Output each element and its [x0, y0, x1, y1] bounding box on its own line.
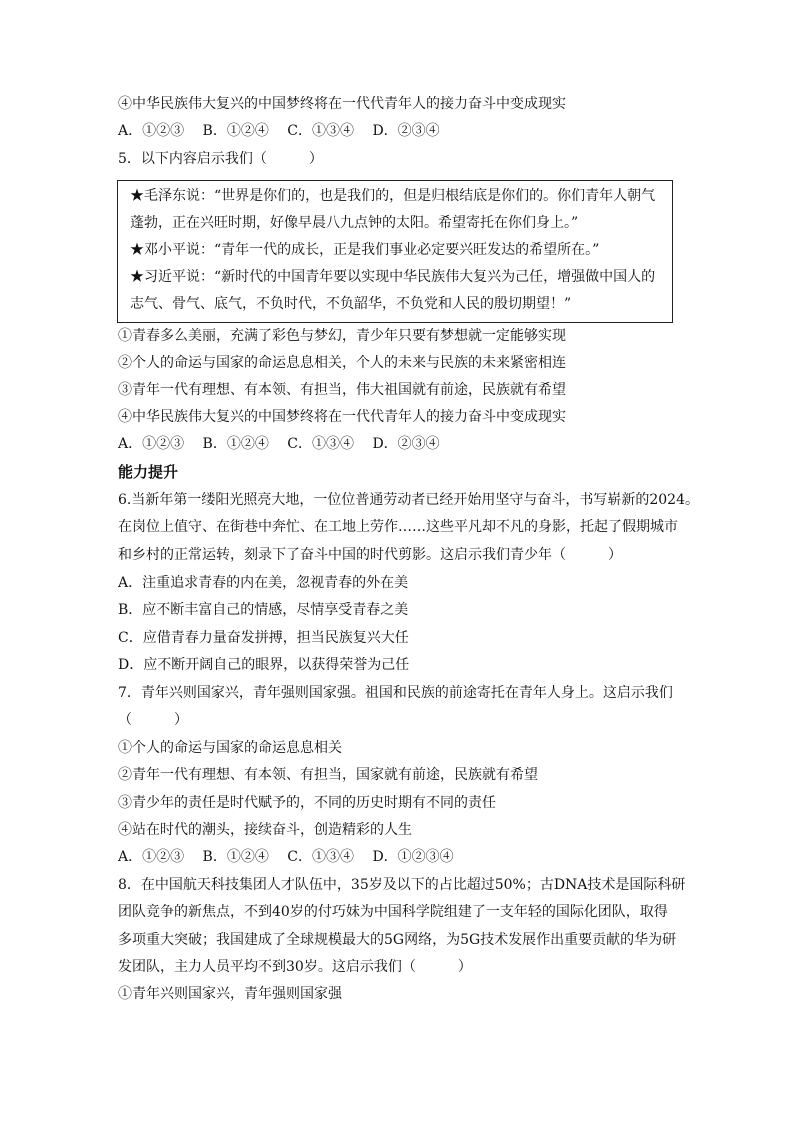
- q6-choice-c: C．应借青春力量奋发拼搏，担当民族复兴大任: [118, 630, 409, 646]
- q7-stem-line-2: （ ）: [118, 712, 188, 728]
- q6-stem-line-3: 和乡村的正常运转，刻录下了奋斗中国的时代剪影。这启示我们青少年（ ）: [118, 547, 622, 563]
- q5-stem: 5．以下内容启示我们（ ）: [118, 151, 323, 167]
- q5-options: A．①②③ B．①②④ C．①③④ D．②③④: [118, 436, 440, 452]
- q8-stem-line-4: 发团队，主力人员平均不到30岁。这启示我们（ ）: [118, 959, 472, 975]
- q8-statement-1: ①青年兴则国家兴，青年强则国家强: [118, 986, 342, 1002]
- quote-mao-line-2: 蓬勃，正在兴旺时期，好像早晨八九点钟的太阳。希望寄托在你们身上。”: [130, 215, 579, 231]
- q4-options: A．①②③ B．①②④ C．①③④ D．②③④: [118, 123, 440, 139]
- q5-quote-box: [117, 180, 673, 323]
- q7-stem-line-1: 7．青年兴则国家兴，青年强则国家强。祖国和民族的前途寄托在青年人身上。这启示我们: [118, 685, 673, 701]
- q7-statement-1: ①个人的命运与国家的命运息息相关: [118, 740, 342, 756]
- q5-statement-2: ②个人的命运与国家的命运息息相关，个人的未来与民族的未来紧密相连: [118, 355, 566, 371]
- q4-statement-4: ④中华民族伟大复兴的中国梦终将在一代代青年人的接力奋斗中变成现实: [118, 96, 566, 112]
- q6-stem-line-1: 6.当新年第一缕阳光照亮大地，一位位普通劳动者已经开始用坚守与奋斗，书写崭新的2024。: [118, 492, 699, 508]
- q8-stem-line-2: 团队竞争的新焦点，不到40岁的付巧妹为中国科学院组建了一支年轻的国际化团队，取得: [118, 904, 668, 920]
- q7-options: A．①②③ B．①②④ C．①③④ D．①②③④: [118, 849, 454, 865]
- quote-xi-line-2: 志气、骨气、底气，不负时代，不负韶华，不负党和人民的殷切期望！”: [130, 296, 572, 312]
- q5-statement-1: ①青春多么美丽，充满了彩色与梦幻，青少年只要有梦想就一定能够实现: [118, 328, 566, 344]
- q6-choice-b: B．应不断丰富自己的情感，尽情享受青春之美: [118, 602, 409, 618]
- q7-statement-3: ③青少年的责任是时代赋予的，不同的历史时期有不同的责任: [118, 795, 496, 811]
- q7-statement-2: ②青年一代有理想、有本领、有担当，国家就有前途，民族就有希望: [118, 767, 538, 783]
- q5-statement-4: ④中华民族伟大复兴的中国梦终将在一代代青年人的接力奋斗中变成现实: [118, 409, 566, 425]
- q6-choice-a: A．注重追求青春的内在美，忽视青春的外在美: [118, 575, 409, 591]
- q8-stem-line-3: 多项重大突破；我国建成了全球规模最大的5G网络，为5G技术发展作出重要贡献的华为研: [118, 932, 677, 948]
- quote-deng: ★邓小平说：“青年一代的成长，正是我们事业必定要兴旺发达的希望所在。”: [130, 242, 600, 258]
- section-heading: 能力提升: [118, 463, 179, 481]
- q7-statement-4: ④站在时代的潮头，接续奋斗，创造精彩的人生: [118, 822, 412, 838]
- q6-stem-line-2: 在岗位上值守、在街巷中奔忙、在工地上劳作……这些平凡却不凡的身影，托起了假期城市: [118, 519, 678, 535]
- quote-mao-line-1: ★毛泽东说：“世界是你们的，也是我们的，但是归根结底是你们的。你们青年人朝气: [130, 188, 656, 204]
- q5-statement-3: ③青年一代有理想、有本领、有担当，伟大祖国就有前途，民族就有希望: [118, 382, 566, 398]
- q6-choice-d: D．应不断开阔自己的眼界，以获得荣誉为己任: [118, 657, 410, 673]
- q8-stem-line-1: 8．在中国航天科技集团人才队伍中，35岁及以下的占比超过50%；古DNA技术是国际科研: [118, 877, 686, 893]
- quote-xi-line-1: ★习近平说：“新时代的中国青年要以实现中华民族伟大复兴为己任，增强做中国人的: [130, 269, 656, 285]
